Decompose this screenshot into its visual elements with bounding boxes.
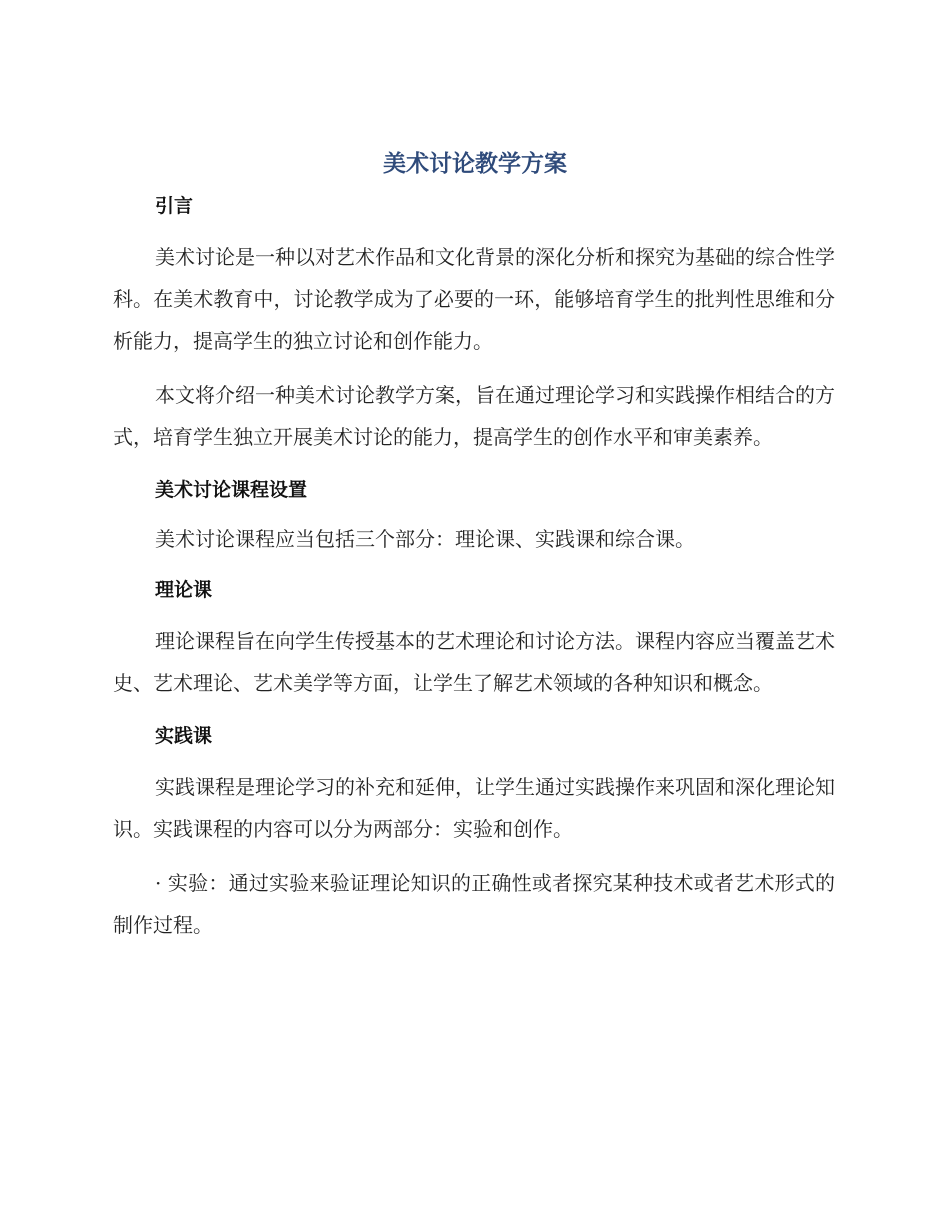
paragraph-theory: 理论课程旨在向学生传授基本的艺术理论和讨论方法。课程内容应当覆盖艺术史、艺术理论、艺术美学等方面，让学生了解艺术领域的各种知识和概念。 xyxy=(113,629,835,695)
document-body xyxy=(113,186,835,946)
heading-intro: 引言 xyxy=(155,195,194,217)
paragraph-practice: 实践课程是理论学习的补充和延伸，让学生通过实践操作来巩固和深化理论知识。实践课程的内容可以分为两部分：实验和创作。 xyxy=(113,775,835,841)
heading-course-setup: 美术讨论课程设置 xyxy=(155,479,308,501)
bullet-experiment: · 实验：通过实验来验证理论知识的正确性或者探究某种技术或者艺术形式的制作过程。 xyxy=(113,871,835,937)
heading-theory: 理论课 xyxy=(155,579,213,601)
paragraph-course-setup: 美术讨论课程应当包括三个部分：理论课、实践课和综合课。 xyxy=(155,527,695,551)
heading-practice: 实践课 xyxy=(155,725,213,747)
document-title: 美术讨论教学方案 xyxy=(383,151,567,177)
paragraph-intro-1: 美术讨论是一种以对艺术作品和文化背景的深化分析和探究为基础的综合性学科。在美术教育中，讨论教学成为了必要的一环，能够培育学生的批判性思维和分析能力，提高学生的独立讨论和创作能力。 xyxy=(113,245,835,353)
paragraph-intro-2: 本文将介绍一种美术讨论教学方案，旨在通过理论学习和实践操作相结合的方式，培育学生独立开展美术讨论的能力，提高学生的创作水平和审美素养。 xyxy=(113,383,835,449)
